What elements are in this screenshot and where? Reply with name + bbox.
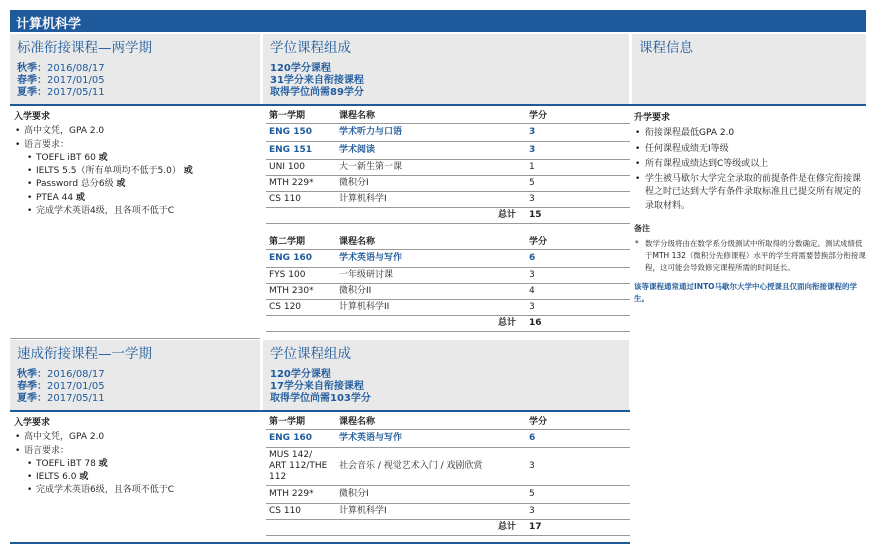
table-row bbox=[266, 300, 630, 316]
date-row: 春季：2017/01/05 bbox=[17, 75, 105, 86]
total-label: 总计 bbox=[336, 316, 526, 332]
requirement-item: • IELTS 6.0 或 bbox=[14, 471, 258, 484]
composition-line: 120学分课程 bbox=[270, 63, 331, 74]
course-name: 学术听力与口语 bbox=[336, 124, 526, 142]
total-row bbox=[266, 208, 630, 224]
table-header bbox=[266, 236, 630, 250]
requirement-item: • 高中文凭，GPA 2.0 bbox=[14, 431, 258, 444]
requirements-1 bbox=[14, 111, 258, 218]
course-credit: 5 bbox=[526, 486, 630, 504]
info-header bbox=[632, 34, 866, 104]
table-header bbox=[266, 110, 630, 124]
course-code: MTH 229* bbox=[266, 486, 336, 504]
total-label: 总计 bbox=[336, 208, 526, 224]
table-row bbox=[266, 486, 630, 504]
composition1-header bbox=[263, 34, 629, 104]
requirement-item: • TOEFL iBT 78 或 bbox=[14, 458, 258, 471]
composition2-lines bbox=[270, 369, 629, 405]
course-code: ENG 150 bbox=[266, 124, 336, 142]
section2-dates bbox=[17, 369, 260, 405]
table-row bbox=[266, 124, 630, 142]
date-row: 秋季：2016/08/17 bbox=[17, 63, 105, 74]
info-section-title: 升学要求 bbox=[634, 113, 671, 123]
composition2-header bbox=[263, 340, 629, 410]
course-name: 学术英语与写作 bbox=[336, 250, 526, 268]
requirements-2 bbox=[14, 417, 258, 498]
table-row bbox=[266, 448, 630, 486]
course-code: CS 110 bbox=[266, 504, 336, 520]
requirement-item: • IELTS 5.5（所有单项均不低于5.0） 或 bbox=[14, 165, 258, 178]
table-row bbox=[266, 430, 630, 448]
section1-dates bbox=[17, 63, 260, 99]
course-table-3 bbox=[266, 416, 630, 536]
composition-line: 取得学位尚需103学分 bbox=[270, 393, 371, 404]
course-code: ENG 151 bbox=[266, 142, 336, 160]
divider bbox=[10, 410, 630, 412]
requirement-item: • PTEA 44 或 bbox=[14, 192, 258, 205]
course-credit: 5 bbox=[526, 176, 630, 192]
course-credit: 6 bbox=[526, 250, 630, 268]
info-item: • 衔接课程最低GPA 2.0 bbox=[634, 127, 866, 140]
course-name: 微积分I bbox=[336, 176, 526, 192]
course-credit: 4 bbox=[526, 284, 630, 300]
date-row: 春季：2017/01/05 bbox=[17, 381, 105, 392]
course-name: 大一新生第一课 bbox=[336, 160, 526, 176]
requirement-item: • Password 总分6级 或 bbox=[14, 178, 258, 191]
composition-line: 31学分来自衔接课程 bbox=[270, 75, 364, 86]
section2-header bbox=[10, 340, 260, 410]
course-code: CS 120 bbox=[266, 300, 336, 316]
course-code: FYS 100 bbox=[266, 268, 336, 284]
empty-cell bbox=[266, 208, 336, 224]
table-row bbox=[266, 250, 630, 268]
section2-title: 速成衔接课程—一学期 bbox=[17, 346, 152, 362]
column-header: 第一学期 bbox=[266, 416, 336, 430]
column-header: 学分 bbox=[526, 236, 630, 250]
total-value: 17 bbox=[526, 520, 630, 536]
column-header: 课程名称 bbox=[336, 236, 526, 250]
requirement-item: • 高中文凭，GPA 2.0 bbox=[14, 125, 258, 138]
table-row bbox=[266, 192, 630, 208]
column-header: 课程名称 bbox=[336, 416, 526, 430]
requirement-item: • 语言要求： bbox=[14, 139, 258, 152]
requirements-title: 入学要求 bbox=[14, 112, 51, 122]
course-name: 社会音乐 / 视觉艺术入门 / 戏剧欣赏 bbox=[336, 448, 526, 486]
course-credit: 1 bbox=[526, 160, 630, 176]
course-credit: 3 bbox=[526, 448, 630, 486]
table-header bbox=[266, 416, 630, 430]
table-row bbox=[266, 176, 630, 192]
empty-cell bbox=[266, 520, 336, 536]
composition-line: 120学分课程 bbox=[270, 369, 331, 380]
course-name: 学术阅读 bbox=[336, 142, 526, 160]
course-name: 一年级研讨课 bbox=[336, 268, 526, 284]
course-table-1 bbox=[266, 110, 630, 224]
date-row: 秋季：2016/08/17 bbox=[17, 369, 105, 380]
course-code: ENG 160 bbox=[266, 250, 336, 268]
info-item: • 学生被马歇尔大学完全录取的前提条件是在修完衔接课程之时已达到大学有条件录取标准且已提交所有规定的录取材料。 bbox=[634, 173, 866, 213]
course-name: 学术英语与写作 bbox=[336, 430, 526, 448]
table-row bbox=[266, 504, 630, 520]
course-code: MTH 230* bbox=[266, 284, 336, 300]
course-credit: 3 bbox=[526, 504, 630, 520]
composition-line: 取得学位尚需89学分 bbox=[270, 87, 364, 98]
empty-cell bbox=[266, 316, 336, 332]
course-credit: 3 bbox=[526, 300, 630, 316]
course-name: 计算机科学II bbox=[336, 300, 526, 316]
requirement-item: • 完成学术英语6级，且各项不低于C bbox=[14, 484, 258, 497]
total-value: 15 bbox=[526, 208, 630, 224]
section1-title: 标准衔接课程—两学期 bbox=[17, 40, 152, 56]
course-code: UNI 100 bbox=[266, 160, 336, 176]
requirements-title: 入学要求 bbox=[14, 418, 51, 428]
divider bbox=[10, 104, 866, 106]
note-text: * 数学分级将由在数学系分级测试中所取得的分数确定。测试成绩低于MTH 132（微积分先修课程）水平的学生将需要替换部分衔接课程，这可能会导致修完课程所需的时间延长。 bbox=[634, 238, 866, 274]
info-panel bbox=[634, 112, 866, 305]
course-code: ENG 160 bbox=[266, 430, 336, 448]
bottom-divider bbox=[10, 542, 630, 544]
course-credit: 3 bbox=[526, 142, 630, 160]
date-row: 夏季：2017/05/11 bbox=[17, 87, 105, 98]
course-credit: 3 bbox=[526, 192, 630, 208]
date-row: 夏季：2017/05/11 bbox=[17, 393, 105, 404]
course-credit: 3 bbox=[526, 124, 630, 142]
table-row bbox=[266, 284, 630, 300]
column-header: 课程名称 bbox=[336, 110, 526, 124]
requirement-item: • TOEFL iBT 60 或 bbox=[14, 152, 258, 165]
note-title: 备注 bbox=[634, 224, 650, 234]
info-title: 课程信息 bbox=[639, 40, 693, 56]
course-name: 计算机科学I bbox=[336, 504, 526, 520]
info-item: • 任何课程成绩无I等级 bbox=[634, 143, 866, 156]
course-code: CS 110 bbox=[266, 192, 336, 208]
composition1-lines bbox=[270, 63, 629, 99]
course-credit: 3 bbox=[526, 268, 630, 284]
table-row bbox=[266, 142, 630, 160]
course-code: MUS 142/ ART 112/THE 112 bbox=[266, 448, 336, 486]
requirement-item: • 语言要求： bbox=[14, 445, 258, 458]
composition2-title: 学位课程组成 bbox=[270, 346, 351, 362]
column-header: 第二学期 bbox=[266, 236, 336, 250]
requirement-item: • 完成学术英语4级，且各项不低于C bbox=[14, 205, 258, 218]
column-header: 学分 bbox=[526, 110, 630, 124]
composition1-title: 学位课程组成 bbox=[270, 40, 351, 56]
info-item: • 所有课程成绩达到C等级或以上 bbox=[634, 158, 866, 171]
total-label: 总计 bbox=[336, 520, 526, 536]
table-row bbox=[266, 268, 630, 284]
course-table-2 bbox=[266, 236, 630, 332]
delivery-note: 该等课程通常通过INTO马歇尔大学中心授课且仅面向衔接课程的学生。 bbox=[634, 282, 858, 304]
table-row bbox=[266, 160, 630, 176]
column-header: 学分 bbox=[526, 416, 630, 430]
divider bbox=[10, 338, 260, 339]
course-credit: 6 bbox=[526, 430, 630, 448]
total-value: 16 bbox=[526, 316, 630, 332]
column-header: 第一学期 bbox=[266, 110, 336, 124]
course-name: 微积分I bbox=[336, 486, 526, 504]
course-name: 微积分II bbox=[336, 284, 526, 300]
composition-line: 17学分来自衔接课程 bbox=[270, 381, 364, 392]
page-title: 计算机科学 bbox=[10, 10, 866, 32]
section1-header bbox=[10, 34, 260, 104]
total-row bbox=[266, 520, 630, 536]
total-row bbox=[266, 316, 630, 332]
course-code: MTH 229* bbox=[266, 176, 336, 192]
course-name: 计算机科学I bbox=[336, 192, 526, 208]
